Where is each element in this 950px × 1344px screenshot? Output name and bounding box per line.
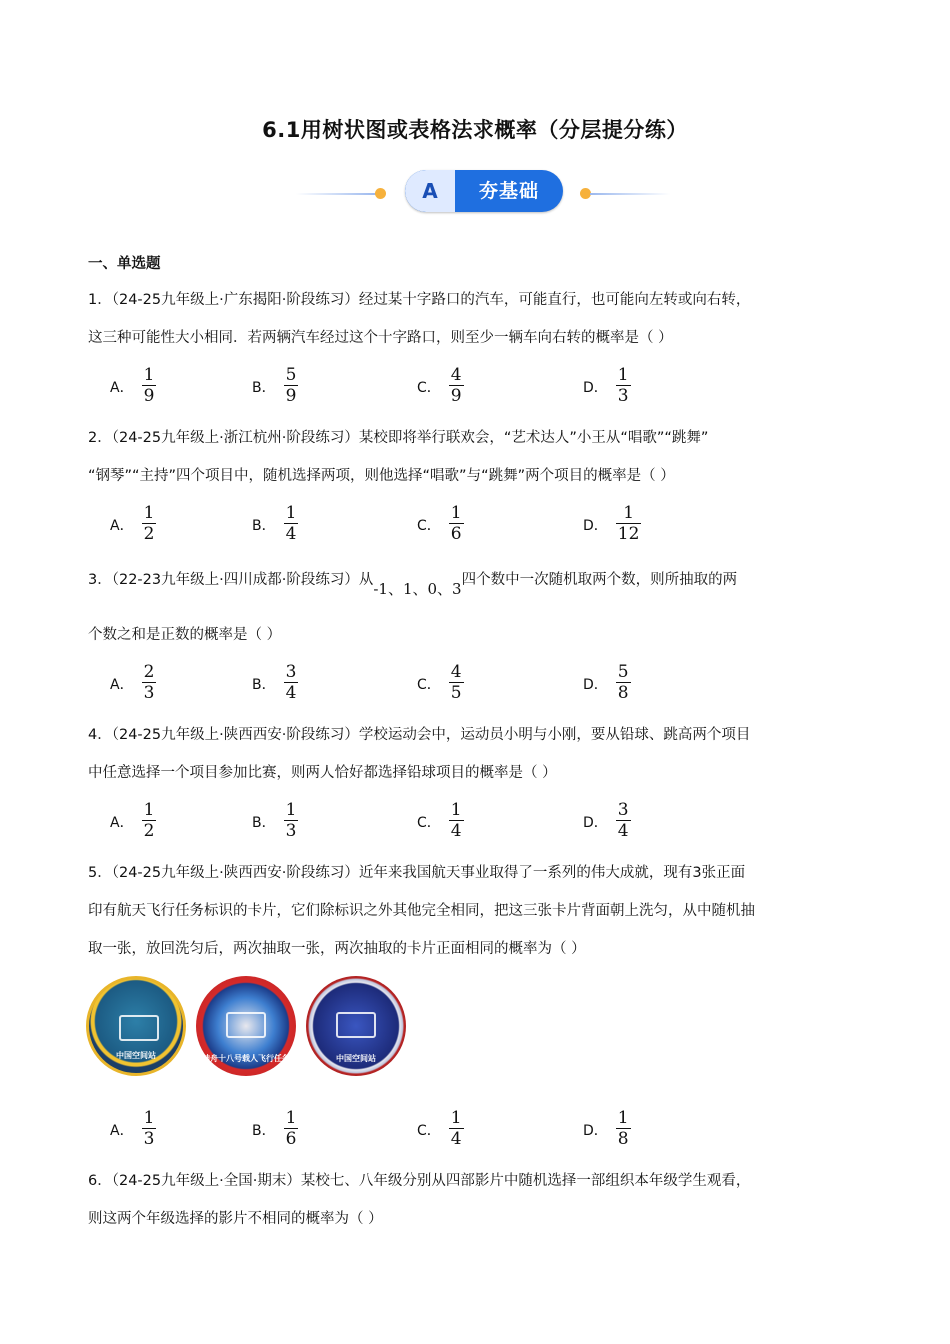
station-icon — [336, 1012, 376, 1038]
mission-badge-3: 中国空间站 — [306, 976, 406, 1076]
question-number: 6． — [88, 1173, 112, 1189]
question-5-line-2: 印有航天飞行任务标识的卡片，它们除标识之外其他完全相同，把这三张卡片背面朝上洗匀，从中随机抽 — [88, 903, 755, 919]
fraction: $\frac{1}{4}$ — [450, 800, 462, 841]
question-4-options — [88, 792, 868, 848]
fraction: $\frac{1}{6}$ — [450, 503, 462, 544]
question-4-line-2: 中任意选择一个项目参加比赛，则两人恰好都选择铅球项目的概率是（ ） — [88, 765, 557, 781]
question-5-line-1 — [88, 854, 868, 892]
question-2-line-2: “钢琴”“主持”四个项目中，随机选择两项，则他选择“唱歌”与“跳舞”两个项目的概率是（ ） — [88, 468, 675, 484]
banner-dot-left — [375, 188, 386, 199]
fraction: $\frac{5}{8}$ — [617, 662, 629, 703]
mission-badge-1: 中国空间站 — [86, 976, 186, 1076]
banner-pill — [405, 170, 563, 212]
question-source: （24-25九年级上·浙江杭州·阶段练习） — [111, 430, 359, 446]
option-b[interactable]: B． $\frac{1}{6}$ — [252, 1108, 297, 1149]
banner-line-left — [296, 193, 376, 195]
option-c[interactable]: C． $\frac{4}{5}$ — [417, 662, 462, 703]
fraction: $\frac{1}{2}$ — [143, 800, 155, 841]
station-icon — [226, 1012, 266, 1038]
option-b[interactable]: B． $\frac{5}{9}$ — [252, 365, 297, 406]
fraction: $\frac{4}{5}$ — [450, 662, 462, 703]
question-number: 1． — [88, 292, 112, 308]
question-2-line-1 — [88, 419, 868, 457]
question-4-line-1 — [88, 716, 868, 754]
question-source: （24-25九年级上·广东揭阳·阶段练习） — [111, 292, 359, 308]
fraction: $\frac{1}{2}$ — [143, 503, 155, 544]
banner-text: 夯基础 — [478, 180, 539, 202]
fraction: $\frac{1}{4}$ — [285, 503, 297, 544]
question-3-line-1: 3．（22-23九年级上·四川成都·阶段练习）从-1、1、0、3四个数中一次随机取两个数，则所抽取的两 — [88, 572, 738, 598]
option-b[interactable]: B． $\frac{3}{4}$ — [252, 662, 297, 703]
option-d[interactable]: D． $\frac{1}{12}$ — [583, 503, 640, 544]
question-1-line-1 — [88, 281, 868, 319]
question-source: （24-25九年级上·陕西西安·阶段练习） — [111, 727, 359, 743]
option-d[interactable]: D． $\frac{3}{4}$ — [583, 800, 629, 841]
question-5-line-3: 取一张，放回洗匀后，两次抽取一张，两次抽取的卡片正面相同的概率为（ ） — [88, 941, 586, 957]
question-number: 3． — [88, 572, 112, 588]
question-number: 4． — [88, 727, 112, 743]
fraction: $\frac{4}{9}$ — [450, 365, 462, 406]
option-c[interactable]: C． $\frac{1}{4}$ — [417, 800, 462, 841]
question-text: 某校七、八年级分别从四部影片中随机选择一部组织本年级学生观看， — [300, 1173, 751, 1189]
fraction: $\frac{2}{3}$ — [143, 662, 155, 703]
question-source: （24-25九年级上·陕西西安·阶段练习） — [111, 865, 359, 881]
station-icon — [119, 1015, 159, 1041]
option-c[interactable]: C． $\frac{4}{9}$ — [417, 365, 462, 406]
option-c[interactable]: C． $\frac{1}{4}$ — [417, 1108, 462, 1149]
option-a[interactable]: A． $\frac{1}{9}$ — [110, 365, 155, 406]
option-b[interactable]: B． $\frac{1}{4}$ — [252, 503, 297, 544]
fraction: $\frac{1}{9}$ — [143, 365, 155, 406]
fraction: $\frac{1}{8}$ — [617, 1108, 629, 1149]
page-title: 6.1用树状图或表格法求概率（分层提分练） — [262, 118, 688, 142]
question-5-options — [88, 1100, 868, 1156]
option-b[interactable]: B． $\frac{1}{3}$ — [252, 800, 297, 841]
question-text: 近年来我国航天事业取得了一系列的伟大成就，现有3张正面 — [358, 865, 746, 881]
fraction: $\frac{1}{4}$ — [450, 1108, 462, 1149]
number-set: -1、1、0、3 — [373, 580, 462, 598]
option-c[interactable]: C． $\frac{1}{6}$ — [417, 503, 462, 544]
question-source: （24-25九年级上·全国·期末） — [111, 1173, 301, 1189]
option-a[interactable]: A． $\frac{2}{3}$ — [110, 662, 155, 703]
section-heading: 一、单选题 — [88, 256, 161, 272]
option-a[interactable]: A． $\frac{1}{2}$ — [110, 800, 155, 841]
question-source: （22-23九年级上·四川成都·阶段练习） — [111, 572, 359, 588]
option-d[interactable]: D． $\frac{1}{3}$ — [583, 365, 629, 406]
option-d[interactable]: D． $\frac{1}{8}$ — [583, 1108, 629, 1149]
question-number: 2． — [88, 430, 112, 446]
question-6-line-1 — [88, 1162, 868, 1200]
question-text: 某校即将举行联欢会，“艺术达人”小王从“唱歌”“跳舞” — [358, 430, 709, 446]
fraction: $\frac{3}{4}$ — [617, 800, 629, 841]
mission-badges — [86, 976, 868, 1086]
banner-line-right — [590, 193, 670, 195]
option-a[interactable]: A． $\frac{1}{3}$ — [110, 1108, 155, 1149]
question-text: 学校运动会中，运动员小明与小刚，要从铅球、跳高两个项目 — [358, 727, 751, 743]
section-banner — [0, 170, 950, 212]
question-1-options — [88, 357, 868, 413]
fraction: $\frac{1}{3}$ — [617, 365, 629, 406]
fraction: $\frac{1}{3}$ — [285, 800, 297, 841]
question-text: 经过某十字路口的汽车，可能直行，也可能向左转或向右转， — [358, 292, 751, 308]
option-d[interactable]: D． $\frac{5}{8}$ — [583, 662, 629, 703]
question-3-options — [88, 654, 868, 710]
mission-badge-2: 神舟十八号载人飞行任务 — [196, 976, 296, 1076]
content — [88, 252, 868, 1238]
fraction: $\frac{5}{9}$ — [285, 365, 297, 406]
fraction: $\frac{1}{3}$ — [143, 1108, 155, 1149]
fraction: $\frac{1}{6}$ — [285, 1108, 297, 1149]
question-2-options — [88, 495, 868, 551]
question-1-line-2: 这三种可能性大小相同．若两辆汽车经过这个十字路口，则至少一辆车向右转的概率是（ ） — [88, 330, 673, 346]
banner-letter: A — [405, 170, 455, 212]
question-3-line-2: 个数之和是正数的概率是（ ） — [88, 627, 282, 643]
question-number: 5． — [88, 865, 112, 881]
fraction: $\frac{1}{12}$ — [617, 503, 640, 544]
option-a[interactable]: A． $\frac{1}{2}$ — [110, 503, 155, 544]
question-6-line-2: 则这两个年级选择的影片不相同的概率为（ ） — [88, 1211, 383, 1227]
fraction: $\frac{3}{4}$ — [285, 662, 297, 703]
